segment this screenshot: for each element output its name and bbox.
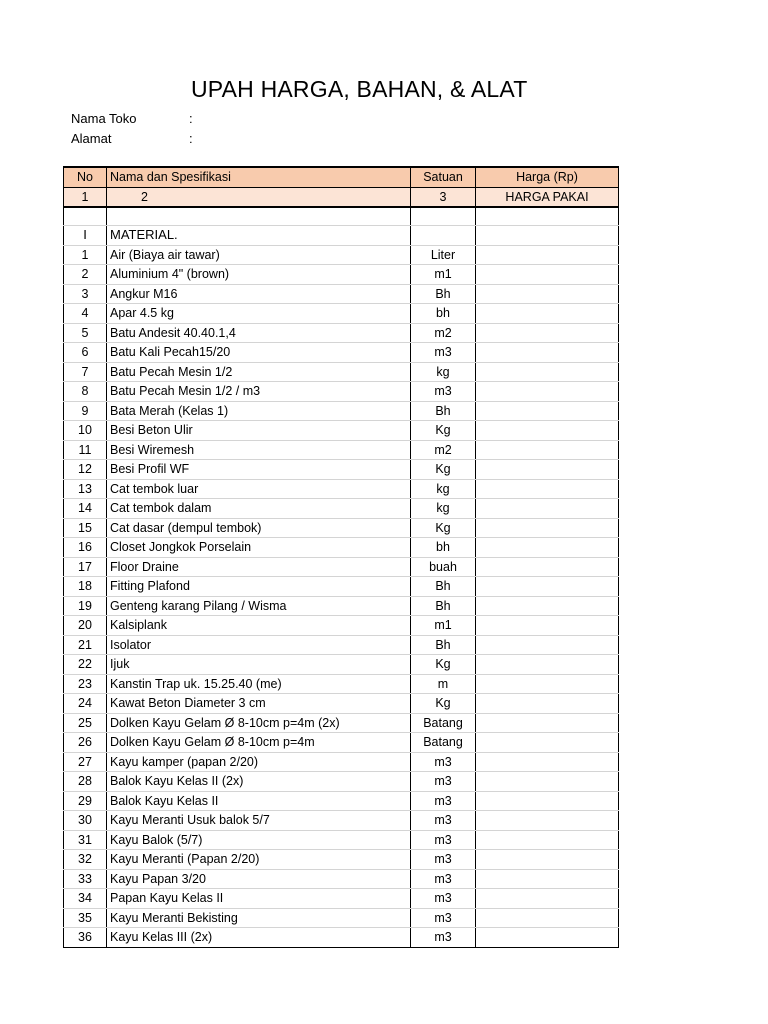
table-row: [64, 694, 619, 714]
row-unit: bh: [411, 304, 476, 324]
row-name: Dolken Kayu Gelam Ø 8-10cm p=4m (2x): [107, 713, 411, 733]
row-unit: Kg: [411, 460, 476, 480]
row-unit: kg: [411, 362, 476, 382]
row-name: Fitting Plafond: [107, 577, 411, 597]
row-price: [476, 538, 619, 558]
row-unit: m3: [411, 382, 476, 402]
row-number: 1: [64, 245, 107, 265]
row-price: [476, 713, 619, 733]
row-name: Kayu Meranti Usuk balok 5/7: [107, 811, 411, 831]
column-number-price: HARGA PAKAI: [476, 187, 619, 207]
row-number: 29: [64, 791, 107, 811]
address-value: :: [189, 131, 193, 146]
row-price: [476, 557, 619, 577]
row-name: Batu Andesit 40.40.1,4: [107, 323, 411, 343]
row-price: [476, 733, 619, 753]
table-row: [64, 772, 619, 792]
column-number-no: 1: [64, 187, 107, 207]
row-number: 19: [64, 596, 107, 616]
row-unit: m1: [411, 265, 476, 285]
row-price: [476, 791, 619, 811]
row-name: Besi Profil WF: [107, 460, 411, 480]
table-row: [64, 401, 619, 421]
row-unit: m3: [411, 772, 476, 792]
row-name: Kalsiplank: [107, 616, 411, 636]
row-unit: bh: [411, 538, 476, 558]
row-number: 4: [64, 304, 107, 324]
row-number: 10: [64, 421, 107, 441]
table-row: [64, 596, 619, 616]
row-name: Batu Kali Pecah15/20: [107, 343, 411, 363]
row-price: [476, 440, 619, 460]
table-row: [64, 557, 619, 577]
row-price: [476, 694, 619, 714]
row-price: [476, 518, 619, 538]
section-row-material: [64, 226, 619, 246]
row-unit: Bh: [411, 596, 476, 616]
table-header-row: [64, 167, 619, 187]
row-price: [476, 674, 619, 694]
row-price: [476, 850, 619, 870]
table-row: [64, 577, 619, 597]
row-name: Kawat Beton Diameter 3 cm: [107, 694, 411, 714]
row-unit: m3: [411, 889, 476, 909]
row-name: Batu Pecah Mesin 1/2 / m3: [107, 382, 411, 402]
row-price: [476, 265, 619, 285]
table-row: [64, 479, 619, 499]
row-name: Apar 4.5 kg: [107, 304, 411, 324]
row-price: [476, 908, 619, 928]
header-name: Nama dan Spesifikasi: [107, 167, 411, 187]
row-unit: Liter: [411, 245, 476, 265]
row-number: 9: [64, 401, 107, 421]
row-price: [476, 382, 619, 402]
table-row: [64, 928, 619, 948]
table-row: [64, 811, 619, 831]
document-title: UPAH HARGA, BAHAN, & ALAT: [191, 76, 528, 102]
section-number: I: [64, 226, 107, 246]
row-unit: m3: [411, 343, 476, 363]
row-price: [476, 343, 619, 363]
table-row: [64, 655, 619, 675]
row-unit: Kg: [411, 421, 476, 441]
table-row: [64, 460, 619, 480]
row-number: 23: [64, 674, 107, 694]
table-row: [64, 635, 619, 655]
row-name: Cat dasar (dempul tembok): [107, 518, 411, 538]
row-unit: Bh: [411, 635, 476, 655]
row-unit: Batang: [411, 713, 476, 733]
row-price: [476, 830, 619, 850]
row-name: Kayu Kelas III (2x): [107, 928, 411, 948]
table-row: [64, 674, 619, 694]
row-unit: m2: [411, 323, 476, 343]
table-row: [64, 499, 619, 519]
row-price: [476, 460, 619, 480]
row-number: 8: [64, 382, 107, 402]
row-price: [476, 635, 619, 655]
row-unit: m3: [411, 791, 476, 811]
table-row: [64, 889, 619, 909]
row-number: 26: [64, 733, 107, 753]
row-number: 20: [64, 616, 107, 636]
row-name: Closet Jongkok Porselain: [107, 538, 411, 558]
address-field: [71, 131, 193, 146]
row-name: Floor Draine: [107, 557, 411, 577]
row-name: Kayu Papan 3/20: [107, 869, 411, 889]
row-name: Kayu Meranti (Papan 2/20): [107, 850, 411, 870]
row-number: 27: [64, 752, 107, 772]
row-unit: m: [411, 674, 476, 694]
row-name: Aluminium 4" (brown): [107, 265, 411, 285]
row-price: [476, 889, 619, 909]
store-name-field: [71, 111, 193, 126]
row-name: Cat tembok luar: [107, 479, 411, 499]
row-price: [476, 869, 619, 889]
row-unit: m2: [411, 440, 476, 460]
row-number: 11: [64, 440, 107, 460]
row-name: Angkur M16: [107, 284, 411, 304]
row-price: [476, 323, 619, 343]
row-name: Ijuk: [107, 655, 411, 675]
row-number: 21: [64, 635, 107, 655]
row-name: Cat tembok dalam: [107, 499, 411, 519]
row-name: Balok Kayu Kelas II (2x): [107, 772, 411, 792]
row-unit: m3: [411, 811, 476, 831]
row-number: 31: [64, 830, 107, 850]
row-unit: m3: [411, 908, 476, 928]
row-price: [476, 421, 619, 441]
row-unit: m3: [411, 752, 476, 772]
table-row: [64, 323, 619, 343]
row-price: [476, 811, 619, 831]
row-unit: m3: [411, 928, 476, 948]
row-name: Kayu kamper (papan 2/20): [107, 752, 411, 772]
row-number: 13: [64, 479, 107, 499]
row-unit: Kg: [411, 518, 476, 538]
row-price: [476, 401, 619, 421]
column-number-unit: 3: [411, 187, 476, 207]
row-number: 15: [64, 518, 107, 538]
row-price: [476, 616, 619, 636]
row-unit: m3: [411, 850, 476, 870]
row-number: 2: [64, 265, 107, 285]
row-price: [476, 284, 619, 304]
row-name: Papan Kayu Kelas II: [107, 889, 411, 909]
row-unit: kg: [411, 499, 476, 519]
spacer-row: [64, 207, 619, 226]
row-number: 36: [64, 928, 107, 948]
table-row: [64, 421, 619, 441]
table-row: [64, 830, 619, 850]
row-unit: buah: [411, 557, 476, 577]
row-name: Kayu Balok (5/7): [107, 830, 411, 850]
row-unit: Bh: [411, 401, 476, 421]
row-price: [476, 304, 619, 324]
row-name: Besi Wiremesh: [107, 440, 411, 460]
table-row: [64, 362, 619, 382]
row-price: [476, 596, 619, 616]
table-row: [64, 284, 619, 304]
row-price: [476, 245, 619, 265]
price-table-body: [64, 167, 619, 947]
row-price: [476, 499, 619, 519]
row-number: 34: [64, 889, 107, 909]
table-row: [64, 382, 619, 402]
table-row: [64, 733, 619, 753]
table-row: [64, 850, 619, 870]
row-number: 28: [64, 772, 107, 792]
row-price: [476, 577, 619, 597]
row-number: 7: [64, 362, 107, 382]
row-name: Dolken Kayu Gelam Ø 8-10cm p=4m: [107, 733, 411, 753]
row-number: 12: [64, 460, 107, 480]
row-unit: kg: [411, 479, 476, 499]
row-number: 3: [64, 284, 107, 304]
header-no: No: [64, 167, 107, 187]
row-price: [476, 928, 619, 948]
row-number: 5: [64, 323, 107, 343]
row-number: 33: [64, 869, 107, 889]
row-name: Kayu Meranti Bekisting: [107, 908, 411, 928]
row-number: 16: [64, 538, 107, 558]
table-row: [64, 440, 619, 460]
table-row: [64, 245, 619, 265]
table-row: [64, 713, 619, 733]
row-price: [476, 772, 619, 792]
row-number: 6: [64, 343, 107, 363]
row-number: 32: [64, 850, 107, 870]
row-number: 17: [64, 557, 107, 577]
table-row: [64, 265, 619, 285]
row-unit: Kg: [411, 694, 476, 714]
column-number-row: [64, 187, 619, 207]
row-price: [476, 752, 619, 772]
table-row: [64, 518, 619, 538]
row-number: 30: [64, 811, 107, 831]
row-name: Kanstin Trap uk. 15.25.40 (me): [107, 674, 411, 694]
table-row: [64, 343, 619, 363]
row-unit: Kg: [411, 655, 476, 675]
table-row: [64, 791, 619, 811]
row-number: 25: [64, 713, 107, 733]
row-unit: m1: [411, 616, 476, 636]
row-number: 35: [64, 908, 107, 928]
table-row: [64, 538, 619, 558]
row-unit: Bh: [411, 284, 476, 304]
row-number: 18: [64, 577, 107, 597]
row-number: 14: [64, 499, 107, 519]
table-row: [64, 752, 619, 772]
table-row: [64, 616, 619, 636]
column-number-name: 2: [107, 187, 411, 207]
row-name: Bata Merah (Kelas 1): [107, 401, 411, 421]
row-unit: Bh: [411, 577, 476, 597]
price-table: [63, 166, 619, 948]
row-name: Isolator: [107, 635, 411, 655]
row-name: Air (Biaya air tawar): [107, 245, 411, 265]
table-row: [64, 869, 619, 889]
store-name-value: :: [189, 111, 193, 126]
store-name-label: Nama Toko: [71, 111, 137, 126]
row-number: 22: [64, 655, 107, 675]
row-price: [476, 479, 619, 499]
row-name: Balok Kayu Kelas II: [107, 791, 411, 811]
row-unit: Batang: [411, 733, 476, 753]
row-unit: m3: [411, 869, 476, 889]
table-row: [64, 908, 619, 928]
row-price: [476, 655, 619, 675]
section-title: MATERIAL.: [107, 226, 411, 246]
table-row: [64, 304, 619, 324]
row-name: Besi Beton Ulir: [107, 421, 411, 441]
row-name: Batu Pecah Mesin 1/2: [107, 362, 411, 382]
row-price: [476, 362, 619, 382]
row-unit: m3: [411, 830, 476, 850]
row-number: 24: [64, 694, 107, 714]
header-unit: Satuan: [411, 167, 476, 187]
row-name: Genteng karang Pilang / Wisma: [107, 596, 411, 616]
header-price: Harga (Rp): [476, 167, 619, 187]
address-label: Alamat: [71, 131, 112, 146]
